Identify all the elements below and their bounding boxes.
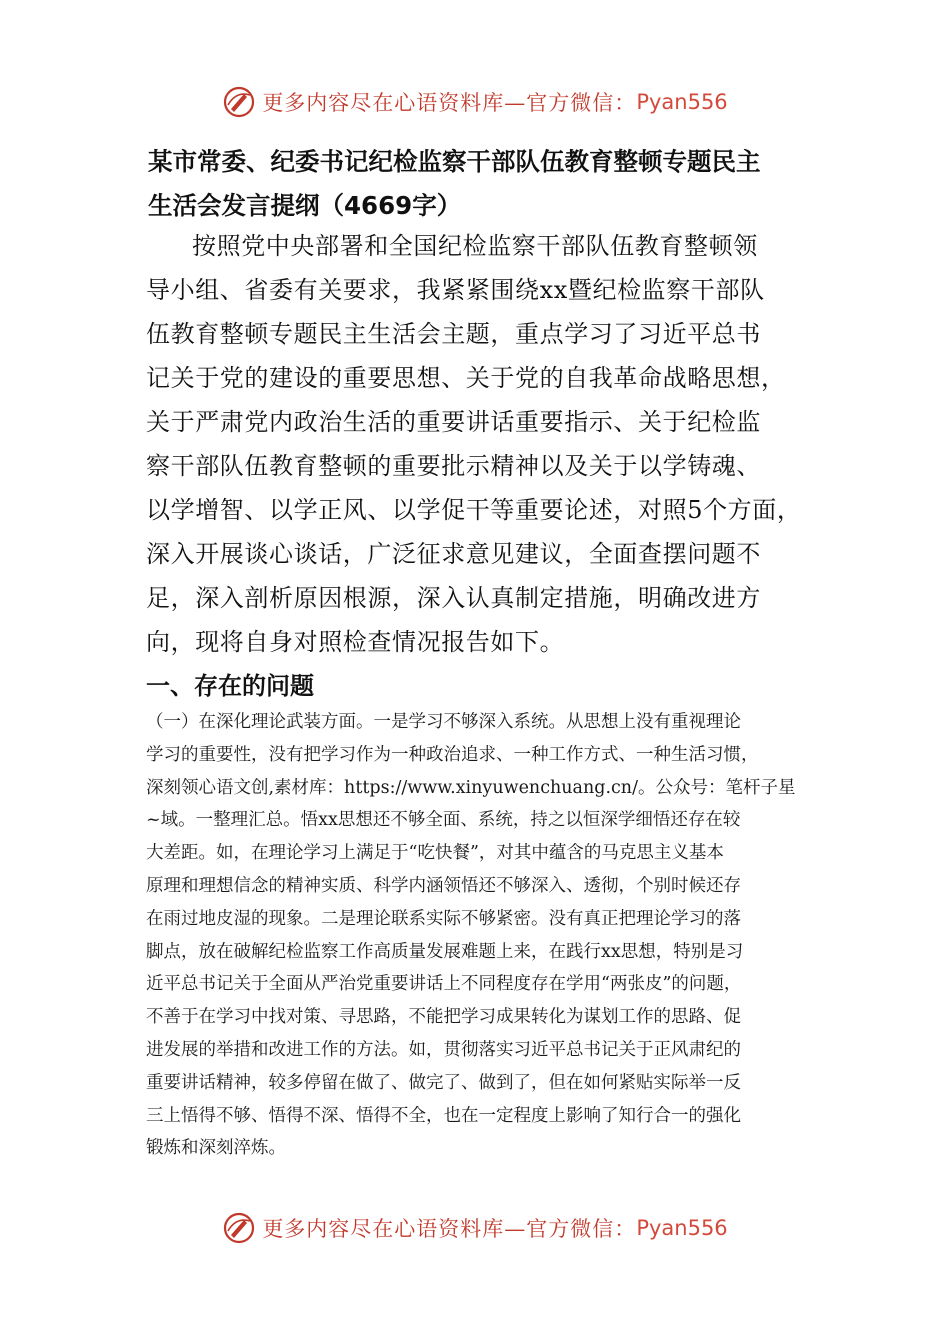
intro-line: 察干部队伍教育整顿的重要批示精神以及关于以学铸魂、 xyxy=(146,452,761,480)
document-title xyxy=(148,140,828,228)
body-line: 三上悟得不够、悟得不深、悟得不全，也在一定程度上影响了知行合一的强化 xyxy=(146,1105,741,1126)
body-line: ~域。一整理汇总。悟xx思想还不够全面、系统，持之以恒深学细悟还存在较 xyxy=(146,810,741,831)
pen-swirl-logo-icon xyxy=(222,85,256,119)
intro-line: 导小组、省委有关要求，我紧紧围绕xx暨纪检监察干部队 xyxy=(146,276,765,304)
header-watermark xyxy=(0,82,950,122)
body-line: 进发展的举措和改进工作的方法。如，贯彻落实习近平总书记关于正风肃纪的 xyxy=(146,1039,741,1060)
pen-swirl-logo-icon xyxy=(222,1211,256,1245)
intro-line: 伍教育整顿专题民主生活会主题，重点学习了习近平总书 xyxy=(146,320,761,348)
title-line: 生活会发言提纲（4669字） xyxy=(148,191,462,220)
body-line: 不善于在学习中找对策、寻思路，不能把学习成果转化为谋划工作的思路、促 xyxy=(146,1007,741,1028)
intro-line: 足，深入剖析原因根源，深入认真制定措施，明确改进方 xyxy=(146,584,761,612)
body-line: 近平总书记关于全面从严治党重要讲话上不同程度存在学用“两张皮”的问题， xyxy=(146,974,742,995)
title-line: 某市常委、纪委书记纪检监察干部队伍教育整顿专题民主 xyxy=(148,147,761,176)
intro-line: 深入开展谈心谈话，广泛征求意见建议，全面查摆问题不 xyxy=(146,540,761,568)
intro-line: 记关于党的建设的重要思想、关于党的自我革命战略思想， xyxy=(146,364,786,392)
body-line: 脚点，放在破解纪检监察工作高质量发展难题上来，在践行xx思想，特别是习 xyxy=(146,941,744,962)
watermark-wechat-id: Pyan556 xyxy=(636,90,728,114)
body-line: 锻炼和深刻淬炼。 xyxy=(146,1138,286,1159)
body-line: 重要讲话精神，较多停留在做了、做完了、做到了，但在如何紧贴实际举一反 xyxy=(146,1072,741,1093)
watermark-wechat-id: Pyan556 xyxy=(636,1216,728,1240)
watermark-text: 更多内容尽在心语资料库—官方微信： xyxy=(262,1217,637,1241)
body-paragraph xyxy=(146,706,816,1165)
intro-line: 关于严肃党内政治生活的重要讲话重要指示、关于纪检监 xyxy=(146,408,761,436)
footer-watermark xyxy=(0,1208,950,1248)
body-line: 在雨过地皮湿的现象。二是理论联系实际不够紧密。没有真正把理论学习的落 xyxy=(146,908,741,929)
body-line: 深刻领心语文创,素材库：https://www.xinyuwenchuang.cn/。公众号：笔杆子星 xyxy=(146,777,796,798)
body-line: 学习的重要性，没有把学习作为一种政治追求、一种工作方式、一种生活习惯， xyxy=(146,744,759,765)
body-line: （一）在深化理论武装方面。一是学习不够深入系统。从思想上没有重视理论 xyxy=(146,712,741,732)
intro-line: 以学增智、以学正风、以学促干等重要论述，对照5个方面， xyxy=(146,496,802,524)
watermark-text: 更多内容尽在心语资料库—官方微信： xyxy=(262,91,637,115)
intro-line: 按照党中央部署和全国纪检监察干部队伍教育整顿领 xyxy=(192,232,758,260)
intro-paragraph xyxy=(146,224,836,664)
section-heading: 一、存在的问题 xyxy=(146,672,314,700)
intro-line: 向，现将自身对照检查情况报告如下。 xyxy=(146,628,565,656)
body-line: 大差距。如，在理论学习上满足于“吃快餐”，对其中蕴含的马克思主义基本 xyxy=(146,843,724,864)
body-line: 原理和理想信念的精神实质、科学内涵领悟还不够深入、透彻，个别时候还存 xyxy=(146,875,741,896)
